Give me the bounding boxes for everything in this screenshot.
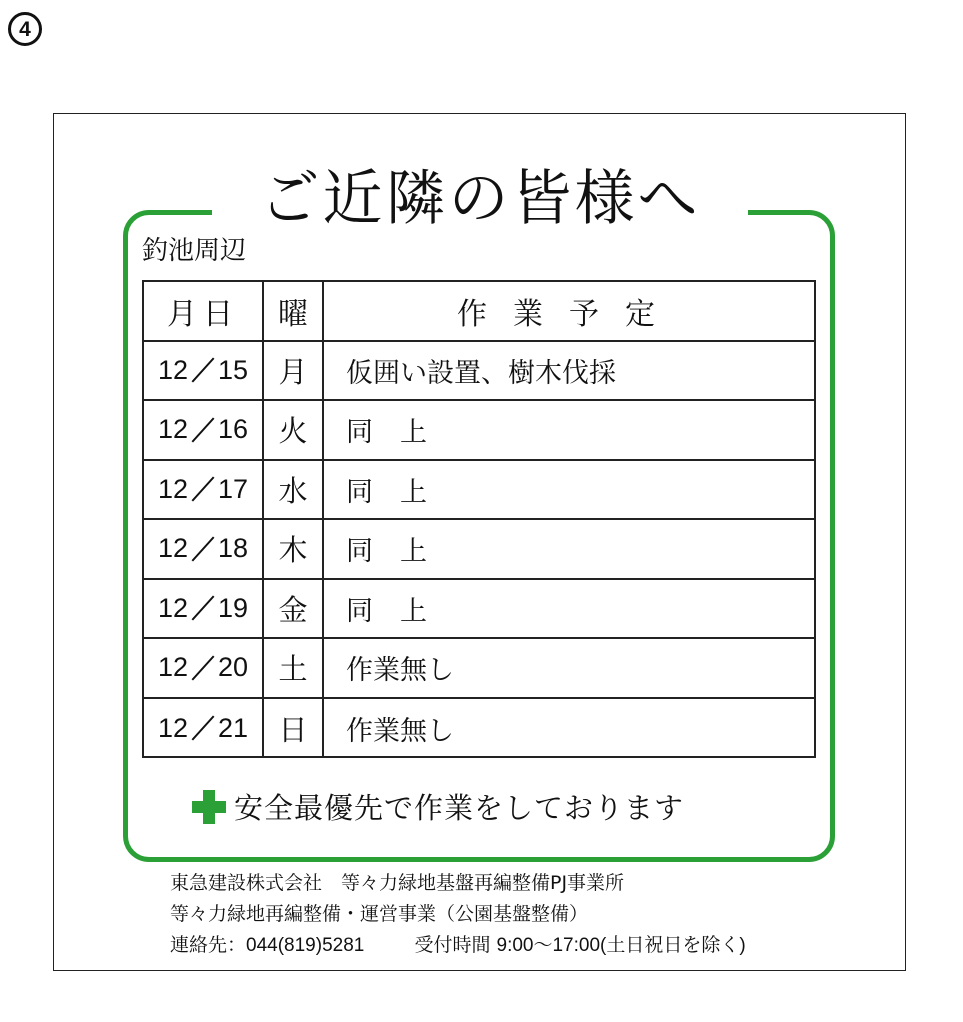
hours-label: 受付時間 bbox=[414, 934, 491, 956]
date-day: 19 bbox=[218, 592, 249, 623]
date-cell bbox=[144, 699, 264, 759]
footer-project: 等々力緑地再編整備・運営事業（公園基盤整備） bbox=[170, 903, 589, 925]
date-month: 12 bbox=[157, 354, 188, 385]
weekday-cell: 月 bbox=[264, 342, 324, 400]
date-slash-icon bbox=[191, 655, 215, 681]
work-cell: 作業無し bbox=[346, 715, 454, 747]
date-month: 12 bbox=[157, 414, 188, 445]
table-row bbox=[144, 639, 814, 699]
header-work: 作業予定 bbox=[457, 297, 681, 332]
weekday-cell: 木 bbox=[264, 520, 324, 578]
table-row bbox=[144, 461, 814, 521]
date-month: 12 bbox=[157, 533, 188, 564]
work-cell: 同 上 bbox=[346, 417, 427, 449]
weekday-cell: 土 bbox=[264, 639, 324, 697]
weekday-cell: 火 bbox=[264, 401, 324, 459]
date-month: 12 bbox=[157, 473, 188, 504]
work-schedule-table bbox=[142, 280, 816, 758]
date-cell bbox=[144, 639, 264, 697]
date-cell bbox=[144, 580, 264, 638]
safety-message-text: 安全最優先で作業をしております bbox=[234, 791, 685, 825]
footer-company: 東急建設株式会社 等々力緑地基盤再編整備PJ事業所 bbox=[170, 872, 625, 894]
work-cell: 同 上 bbox=[346, 536, 427, 568]
table-row bbox=[144, 699, 814, 759]
table-header-row bbox=[144, 282, 814, 342]
sign-title: ご近隣の皆様へ bbox=[212, 154, 748, 244]
page-number-marker bbox=[8, 12, 42, 46]
work-cell: 同 上 bbox=[346, 476, 427, 508]
work-cell: 作業無し bbox=[346, 655, 454, 687]
date-day: 21 bbox=[218, 712, 249, 743]
date-month: 12 bbox=[157, 652, 188, 683]
date-month: 12 bbox=[157, 592, 188, 623]
footer-info bbox=[170, 868, 746, 961]
weekday-cell: 日 bbox=[264, 699, 324, 759]
date-day: 17 bbox=[218, 473, 249, 504]
date-day: 18 bbox=[218, 533, 249, 564]
header-date: 月日 bbox=[144, 282, 264, 340]
date-month: 12 bbox=[157, 712, 188, 743]
contact-phone: 044(819)5281 bbox=[246, 935, 365, 956]
footer-contact-line bbox=[170, 930, 746, 961]
location-label: 釣池周辺 bbox=[142, 236, 247, 266]
weekday-cell: 水 bbox=[264, 461, 324, 519]
work-cell: 同 上 bbox=[346, 595, 427, 627]
date-slash-icon bbox=[191, 357, 215, 383]
weekday-cell: 金 bbox=[264, 580, 324, 638]
notice-sign bbox=[53, 113, 906, 971]
page-number: 4 bbox=[19, 17, 31, 41]
header-weekday: 曜 bbox=[264, 282, 324, 340]
date-cell bbox=[144, 461, 264, 519]
date-day: 16 bbox=[218, 414, 249, 445]
date-cell bbox=[144, 342, 264, 400]
table-row bbox=[144, 342, 814, 402]
date-slash-icon bbox=[191, 476, 215, 502]
date-slash-icon bbox=[191, 417, 215, 443]
date-slash-icon bbox=[191, 595, 215, 621]
contact-label: 連絡先： bbox=[170, 934, 247, 956]
table-row bbox=[144, 520, 814, 580]
table-row bbox=[144, 401, 814, 461]
date-day: 20 bbox=[218, 652, 249, 683]
safety-message bbox=[192, 786, 684, 827]
table-row bbox=[144, 580, 814, 640]
hours-value: 9:00〜17:00(土日祝日を除く) bbox=[496, 935, 746, 956]
green-cross-icon bbox=[192, 790, 226, 824]
date-cell bbox=[144, 401, 264, 459]
date-cell bbox=[144, 520, 264, 578]
date-slash-icon bbox=[191, 536, 215, 562]
date-day: 15 bbox=[218, 354, 249, 385]
date-slash-icon bbox=[191, 715, 215, 741]
work-cell: 仮囲い設置、樹木伐採 bbox=[346, 357, 616, 389]
